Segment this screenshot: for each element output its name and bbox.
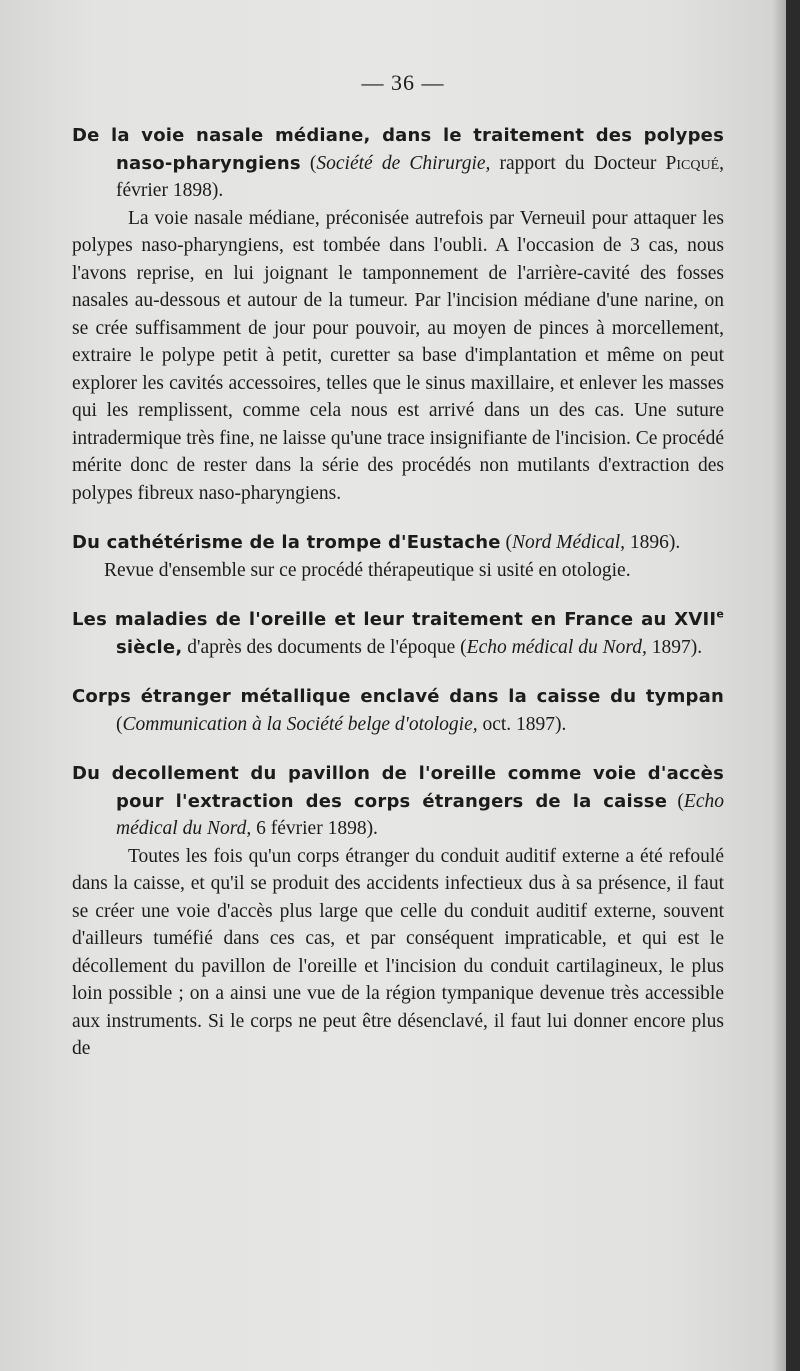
entry-corps-etranger	[72, 683, 724, 738]
entry-heading	[72, 122, 724, 205]
entry-body: La voie nasale médiane, préconisée autrefois par Verneuil pour attaquer les polypes naso-pharyngiens, est tombée dans l'oubli. A l'occasion de 3 cas, nous l'avons reprise, en lui joignant le tamponnement de l'arrière-cavité des fosses nasales au-dessous et autour de la tumeur. Par l'incision médiane d'une narine, on se crée suffisamment de jour pour pouvoir, au moyen de pinces à morcellement, extraire le polype petit à petit, curetter sa base d'implantation et même on peut explorer les cavités accessoires, telles que le sinus maxillaire, et enlever les masses qui les remplissent, comme cela nous est arrivé dans un des cas. Une suture intradermique très fine, ne laisse qu'une trace insignifiante de l'incision. Ce procédé mérite donc de rester dans la série des procédés non mutilants d'extraction des polypes fibreux naso-pharyngiens.	[72, 207, 724, 504]
entry-heading	[72, 606, 724, 661]
page-content	[72, 70, 724, 1085]
entry-title: Du cathétérisme de la trompe d'Eustache	[72, 532, 501, 553]
paren-open: (	[309, 152, 317, 174]
entry-date: 1897).	[646, 636, 703, 658]
entry-source: Echo médical du Nord,	[116, 790, 724, 839]
entry-date: 1896).	[625, 532, 681, 553]
entry-voie-nasale	[72, 122, 724, 507]
paren-open: (	[500, 532, 513, 553]
entry-heading	[72, 683, 724, 738]
entry-source: Communication à la Société belge d'otologie,	[122, 713, 478, 735]
entry-date: 6 février 1898).	[251, 818, 378, 839]
entry-decollement-pavillon	[72, 760, 724, 1063]
page-number: — 36 —	[361, 70, 445, 95]
entry-source: Société de Chirurgie,	[316, 152, 491, 174]
entry-body: Toutes les fois qu'un corps étranger du conduit auditif externe a été refoulé dans la caisse, et qu'il se produit des accidents infectieux dus à sa présence, il faut se créer une voie d'accès plus large que celle du conduit auditif externe, souvent d'ailleurs tuméfié dans ces cas, et par conséquent impraticable, et qui est le décollement du pavillon de l'oreille et l'incision du conduit cartilagineux, le plus loin possible ; on a ainsi une vue de la région tympanique devenue très accessible aux instruments. Si le corps ne peut être désenclavé, il faut lui donner encore plus de	[72, 845, 724, 1059]
entry-title: Du decollement du pavillon de l'oreille comme voie d'accès pour l'extraction des corps étrangers de la caisse	[72, 763, 724, 812]
entry-title-superscript: e	[716, 607, 724, 621]
entry-heading	[72, 760, 724, 843]
entry-mid-text: rapport du Docteur	[490, 152, 666, 174]
entry-date: février 1898).	[116, 180, 224, 201]
entry-title-end: siècle,	[116, 636, 183, 658]
entry-body: Revue d'ensemble sur ce procédé thérapeutique si usité en otologie.	[104, 559, 631, 581]
paren-open: (	[667, 790, 684, 812]
entry-title: Corps étranger métallique enclavé dans la caisse du tympan	[72, 686, 724, 707]
entry-source: Echo médical du Nord,	[466, 636, 647, 658]
entry-mid-text: d'après des documents de l'époque (	[182, 636, 467, 658]
entry-maladies-oreille	[72, 606, 724, 661]
entry-title: Les maladies de l'oreille et leur traitement en France au XVII	[72, 609, 717, 630]
entry-catheterisme	[72, 529, 724, 584]
page-edge-shadow	[772, 0, 786, 1371]
paren-open: (	[116, 713, 123, 735]
entry-source: Nord Médical,	[512, 532, 626, 553]
entry-title: De la voie nasale médiane, dans le traitement des polypes naso-pharyngiens	[72, 125, 724, 174]
entry-heading	[72, 529, 724, 557]
entry-date: oct. 1897).	[477, 713, 567, 735]
entry-author: Picqué,	[665, 152, 724, 174]
